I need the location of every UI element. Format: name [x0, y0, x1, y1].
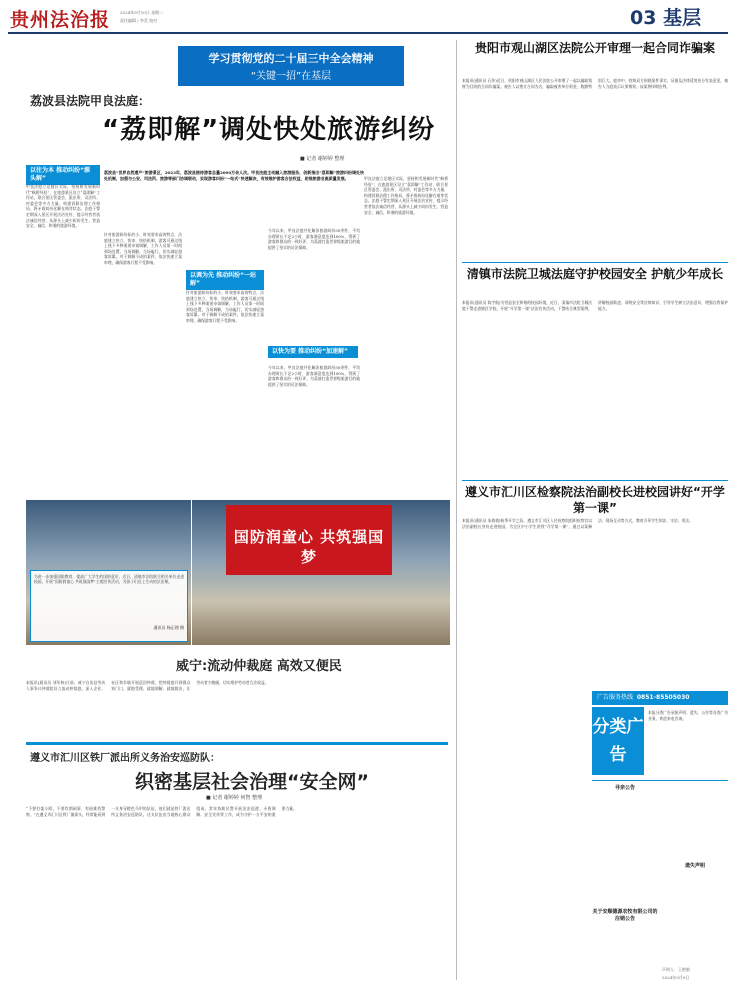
weining-headline: 威宁:流动仲裁庭 高效又便民	[176, 659, 342, 674]
theme-banner	[178, 46, 404, 86]
editors-line: 责任编辑 / 李美 校对	[120, 18, 158, 23]
police-kicker: 遵义市汇川区铁厂派出所义务治安巡防队：	[30, 753, 220, 764]
photo-caption-box	[30, 570, 188, 642]
header-rule	[8, 32, 728, 34]
ad-notice-text: 本报分类广告承接声明、遗失、公告等各类广告业务，欢迎来电咨询。	[648, 710, 728, 721]
sub-header-1	[26, 165, 100, 185]
photo-sign-text: 国防润童心 共筑强国梦	[233, 528, 385, 567]
sub-header-3-label: 以快为要 推动纠纷“加速解”	[268, 346, 358, 358]
masthead: 贵州法治报	[10, 9, 111, 31]
sub-header-1-label: 以往为本 推动纠纷“源头解”	[26, 165, 100, 185]
main-body-col2: 针对旅游纠纷标的小、时效要求高的特点，法庭建立快立、快审、快结机制，游客可通过线上线下多种渠道申请调解，工作人员第一时间到场处置，当场调解，当场履行，切实减轻游客诉累。对于调解不成的案件，依法快速立案审理，确保游客行程不受影响。	[104, 232, 182, 265]
notices-area	[592, 780, 728, 984]
photo-sign	[226, 505, 392, 575]
sub-header-2-label: 以调为先 推动纠纷“一站解”	[186, 270, 264, 290]
issue-date: 2024年9月10日 星期二	[120, 10, 164, 15]
weining-body: 本报讯(通讯员 刘军林)日前，威宁自治县劳动人事争议仲裁院设立流动仲裁庭，深入企业、社区和乡镇开展巡回仲裁，把仲裁庭开到群众家门口，就地受理、就地调解、就地裁决，让劳动者少跑腿，切实维护劳动者合法权益。	[26, 680, 269, 691]
main-headline: “荔即解”调处快处旅游纠纷	[102, 115, 436, 145]
ad-hotline-number: 0851-85505030	[636, 694, 690, 701]
right-story2-body: 本报讯(通讯员 陈宇航)为营造安全和谐的校园环境，近日，清镇市法院卫城法庭干警走进辖区学校，开展“开学第一课”法治宣传活动。干警结合典型案例，讲解校园欺凌、网络安全等法律知识，引导学生树立法治意识，增强自我保护能力。	[462, 300, 728, 311]
main-body-col4b: 今年以来，甲良法庭共化解涉旅游纠纷50余件，平均办理时长不足2小时，游客满意度达到100%，得到了游客和群众的一致好评，为荔波打造世界级旅游目的地提供了坚实的司法保障。	[268, 365, 360, 387]
notice2-title: 遗失声明	[684, 863, 705, 869]
notice3-title: 关于安顺德源农牧有限公司的注销公告	[592, 909, 658, 922]
banner-line1: 学习贯彻党的二十届三中全会精神	[208, 52, 374, 65]
notice-signature: 声明人：王艳敏	[662, 967, 690, 972]
section-rule	[26, 742, 448, 745]
right-rule-1	[462, 262, 728, 263]
police-headline: 织密基层社会治理“安全网”	[135, 771, 369, 793]
sub-header-2	[186, 270, 264, 290]
right-story3-body: 本报讯(通讯员 朱倩倩)秋季开学之际，遵义市汇川区人民检察院组织检察官以法治副校长身份走进校园，为全区中小学生讲授“开学第一课”，通过以案释法、现场互动等方式，教育引导学生知法、守法、用法。	[462, 518, 693, 529]
main-body-col1: 甲良法庭立足辖区实际，坚持和发展新时代“枫桥经验”，在旅游景区设立“荔即解”工作站，联合景区管委会、派出所、司法所、村委会等多方力量，构建诉源治理工作格局，将矛盾纠纷化解在萌芽状态。法庭干警定期深入景区开展法治宣传，提示经营者依法诚信经营，从源头上减少纠纷发生，营造安全、诚信、和谐的旅游环境。	[26, 184, 100, 229]
column-divider	[456, 40, 457, 980]
ad-hotline-bar: 广告服务热线 0851-85505030	[592, 691, 728, 705]
photo-credit: 通讯员 杨正理 摄	[153, 625, 184, 630]
photo-caption: 为进一步加强国防教育，提高广大学生的国防意识，近日，清镇市法院联合相关单位走进校园，开展“国防润童心 共筑强国梦”主题宣传活动，为孩子们送上生动的法治课。	[34, 574, 184, 585]
main-body-col5: 甲良法庭立足辖区实际，坚持和发展新时代“枫桥经验”，在旅游景区设立“荔即解”工作站，联合景区管委会、派出所、司法所、村委会等多方力量，构建诉源治理工作格局，将矛盾纠纷化解在萌芽状态。法庭干警定期深入景区开展法治宣传，提示经营者依法诚信经营，从源头上减少纠纷发生，营造安全、诚信、和谐的旅游环境。	[364, 176, 448, 215]
notice-date: 2024年9月9日	[662, 975, 690, 980]
main-kicker: 荔波县法院甲良法庭：	[30, 94, 151, 108]
page-number: 03 基层	[630, 7, 702, 29]
right-story2-title: 清镇市法院卫城法庭守护校园安全 护航少年成长	[466, 267, 724, 281]
police-byline: ■ 记者 谢婷婷 何智 整理	[206, 795, 263, 801]
main-byline: ■ 记者 谢婷婷 整理	[300, 156, 345, 162]
right-story1-title: 贵阳市观山湖区法院公开审理一起合同诈骗案	[474, 41, 715, 55]
main-body-col3: 针对旅游纠纷标的小、时效要求高的特点，法庭建立快立、快审、快结机制，游客可通过线上线下多种渠道申请调解，工作人员第一时间到场处置，当场调解，当场履行，切实减轻游客诉累。对于调解不成的案件，依法快速立案审理，确保游客行程不受影响。	[186, 290, 264, 323]
notice1-title: 寻亲公告	[614, 785, 635, 791]
main-body-col4: 今年以来，甲良法庭共化解涉旅游纠纷50余件，平均办理时长不足2小时，游客满意度达到100%，得到了游客和群众的一致好评，为荔波打造世界级旅游目的地提供了坚实的司法保障。	[268, 228, 360, 250]
right-story1-body: 本报讯(通讯员 石莎)近日，贵阳市观山湖区人民法院公开审理了一起以骗取钱财为目的的合同诈骗案。被告人以签订合同为名，骗取被害单位资金，数额特别巨大。庭审中，控辩双方围绕案件事实、证据及法律适用充分发表意见，被告人当庭表示认罪悔罪。该案将择期宣判。	[462, 78, 728, 89]
ad-category-label: 分类广告	[592, 707, 644, 775]
right-rule-2	[462, 480, 728, 481]
police-body: “不要打架斗殴，不要饮酒闹事，有困难找警察。”在遵义市汇川区铁厂镇街头，经常能看到一支身穿橙色马甲的队伍，他们就是铁厂派出所义务治安巡防队。这支队伍由当地热心群众组成，常年协助民警开展治安巡逻、矛盾调解、安全宣传等工作，成为守护一方平安的重要力量。	[26, 806, 297, 817]
page-section: 基层	[663, 7, 702, 29]
banner-line2: “关键一招”在基层	[250, 70, 332, 82]
right-story3-title: 遵义市汇川区检察院法治副校长进校园讲好“开学第一课”	[465, 485, 725, 515]
sub-header-3	[268, 346, 358, 358]
main-lead: 荔波县“世界自然遗产”旅游景区，2023年，荔波县接待游客总量2000万余人次。甲良法庭主动融入旅游服务，创新推出“荔即解”旅游纠纷调处快处机制，加强与公安、司法所、旅游等部门协调联动，实现游客纠纷“一站式”快速解决，有效维护游客合法权益，助推旅游业高质量发展。	[104, 170, 364, 181]
